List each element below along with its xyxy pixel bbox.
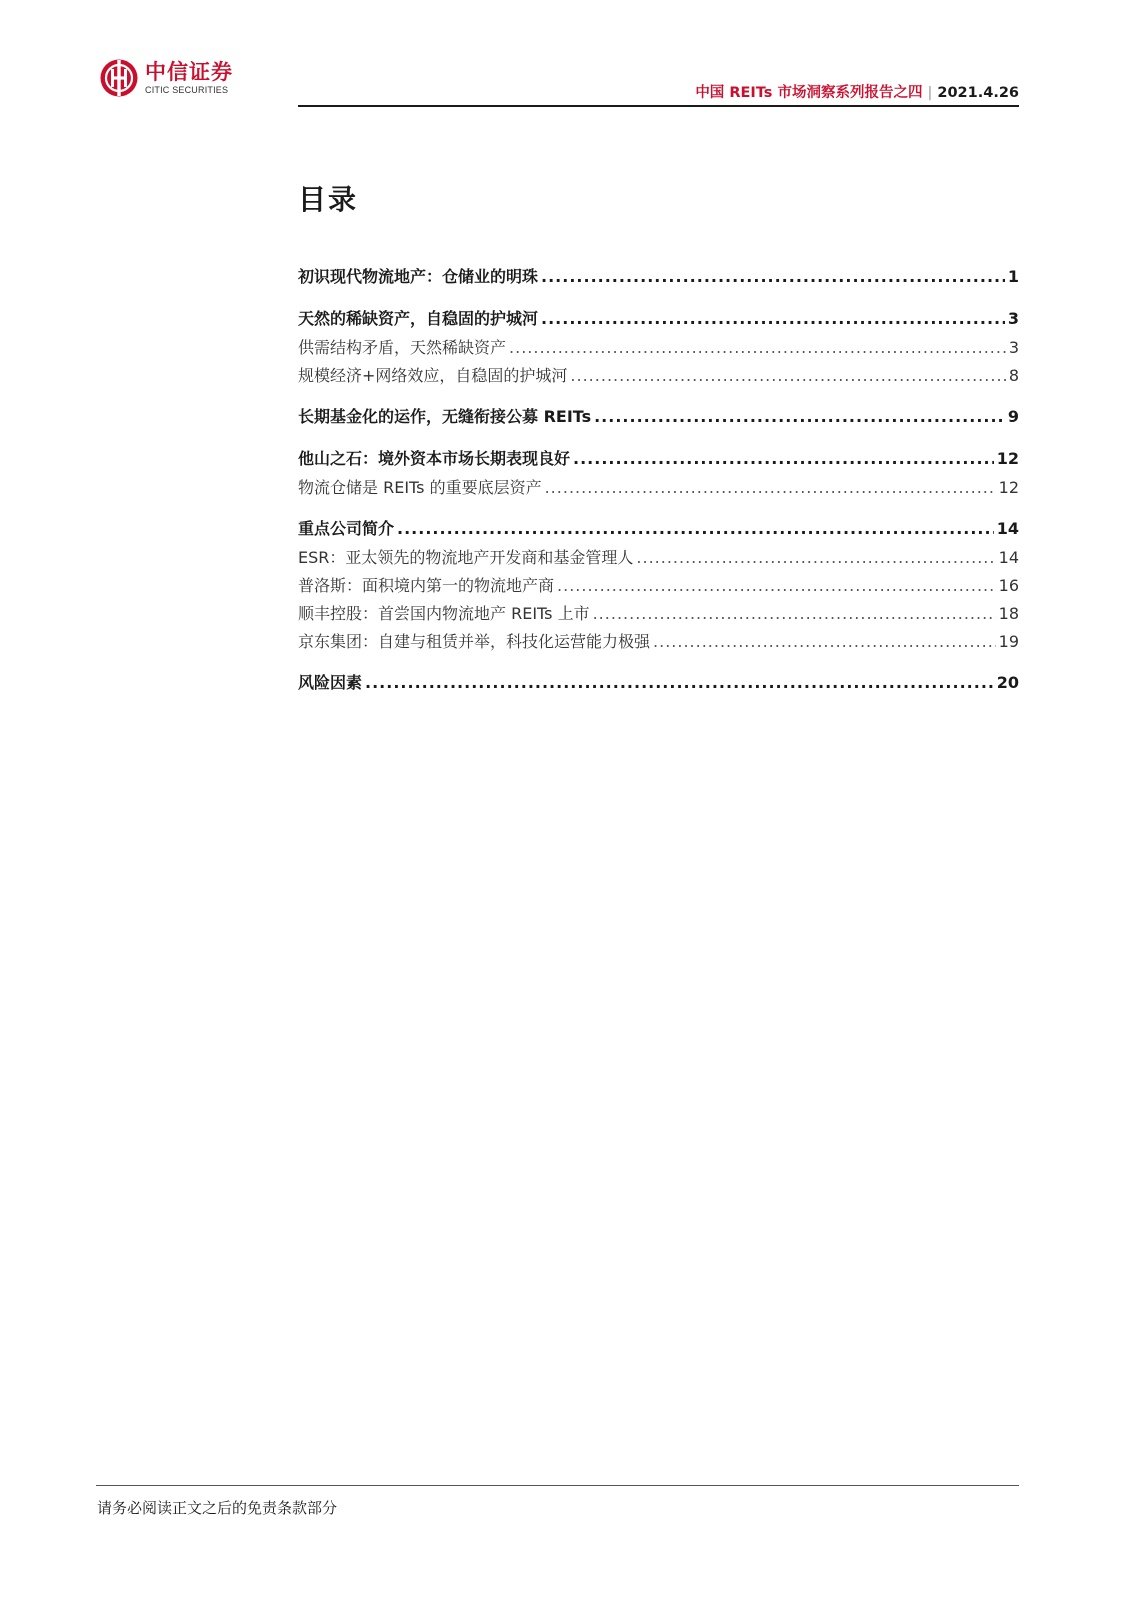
citic-logo-icon <box>99 58 139 98</box>
toc-entry-title: 风险因素 <box>298 673 363 692</box>
toc-entry[interactable] <box>298 264 1019 284</box>
toc-subentry[interactable] <box>298 363 1019 385</box>
toc-subentry[interactable] <box>298 629 1019 651</box>
company-logo <box>99 58 233 98</box>
toc-leader-dots <box>636 548 995 567</box>
toc-leader-dots <box>570 366 1005 385</box>
toc-entry-title: 长期基金化的运作，无缝衔接公募 REITs <box>298 407 592 426</box>
toc-entry-title: 顺丰控股：首尝国内物流地产 REITs 上市 <box>298 604 590 623</box>
toc-entry-page: 3 <box>1008 338 1019 357</box>
toc-entry[interactable] <box>298 446 1019 466</box>
toc-subentry[interactable] <box>298 573 1019 595</box>
toc-entry-page: 1 <box>1007 267 1019 286</box>
toc-entry-page: 14 <box>998 548 1019 567</box>
toc-leader-dots <box>594 407 1005 426</box>
table-of-contents <box>298 264 1019 690</box>
toc-entry-title: 供需结构矛盾，天然稀缺资产 <box>298 338 507 357</box>
toc-leader-dots <box>509 338 1006 357</box>
toc-subentry[interactable] <box>298 335 1019 357</box>
footer-disclaimer: 请务必阅读正文之后的免责条款部分 <box>97 1499 338 1517</box>
toc-entry-title: 他山之石：境外资本市场长期表现良好 <box>298 449 571 468</box>
toc-entry[interactable] <box>298 516 1019 536</box>
header-separator: | <box>927 85 933 101</box>
toc-leader-dots <box>573 449 994 468</box>
toc-leader-dots <box>397 519 994 538</box>
toc-entry-title: 天然的稀缺资产，自稳固的护城河 <box>298 309 539 328</box>
toc-entry-title: 重点公司简介 <box>298 519 395 538</box>
toc-entry-title: 初识现代物流地产：仓储业的明珠 <box>298 267 539 286</box>
toc-entry-page: 12 <box>996 449 1019 468</box>
toc-entry-page: 8 <box>1008 366 1019 385</box>
toc-leader-dots <box>653 632 996 651</box>
toc-entry-page: 16 <box>998 576 1019 595</box>
toc-subentry[interactable] <box>298 475 1019 497</box>
toc-leader-dots <box>557 576 996 595</box>
toc-subentry[interactable] <box>298 601 1019 623</box>
logo-english-name: CITIC SECURITIES <box>145 84 229 95</box>
toc-entry-page: 9 <box>1007 407 1019 426</box>
toc-heading: 目录 <box>298 183 359 216</box>
toc-entry-page: 18 <box>998 604 1019 623</box>
toc-entry-title: 京东集团：自建与租赁并举，科技化运营能力极强 <box>298 632 651 651</box>
report-date: 2021.4.26 <box>937 85 1019 101</box>
toc-entry-page: 12 <box>998 478 1019 497</box>
toc-leader-dots <box>365 673 994 692</box>
logo-chinese-name: 中信证券 <box>145 59 233 84</box>
toc-entry-page: 14 <box>996 519 1019 538</box>
report-series-title: 中国 REITs 市场洞察系列报告之四 <box>695 85 923 101</box>
toc-entry-title: ESR：亚太领先的物流地产开发商和基金管理人 <box>298 548 634 567</box>
toc-leader-dots <box>545 478 996 497</box>
toc-entry-page: 19 <box>998 632 1019 651</box>
toc-entry[interactable] <box>298 306 1019 326</box>
toc-leader-dots <box>541 309 1005 328</box>
toc-entry-title: 规模经济+网络效应，自稳固的护城河 <box>298 366 568 385</box>
toc-entry-page: 3 <box>1007 309 1019 328</box>
toc-entry[interactable] <box>298 670 1019 690</box>
toc-leader-dots <box>593 604 996 623</box>
toc-entry-page: 20 <box>996 673 1019 692</box>
toc-entry-title: 物流仓储是 REITs 的重要底层资产 <box>298 478 542 497</box>
footer-divider <box>96 1485 1019 1486</box>
toc-entry-title: 普洛斯：面积境内第一的物流地产商 <box>298 576 555 595</box>
toc-subentry[interactable] <box>298 545 1019 567</box>
report-header <box>695 81 1019 102</box>
toc-entry[interactable] <box>298 404 1019 424</box>
header-divider <box>298 105 1019 107</box>
toc-leader-dots <box>541 267 1005 286</box>
